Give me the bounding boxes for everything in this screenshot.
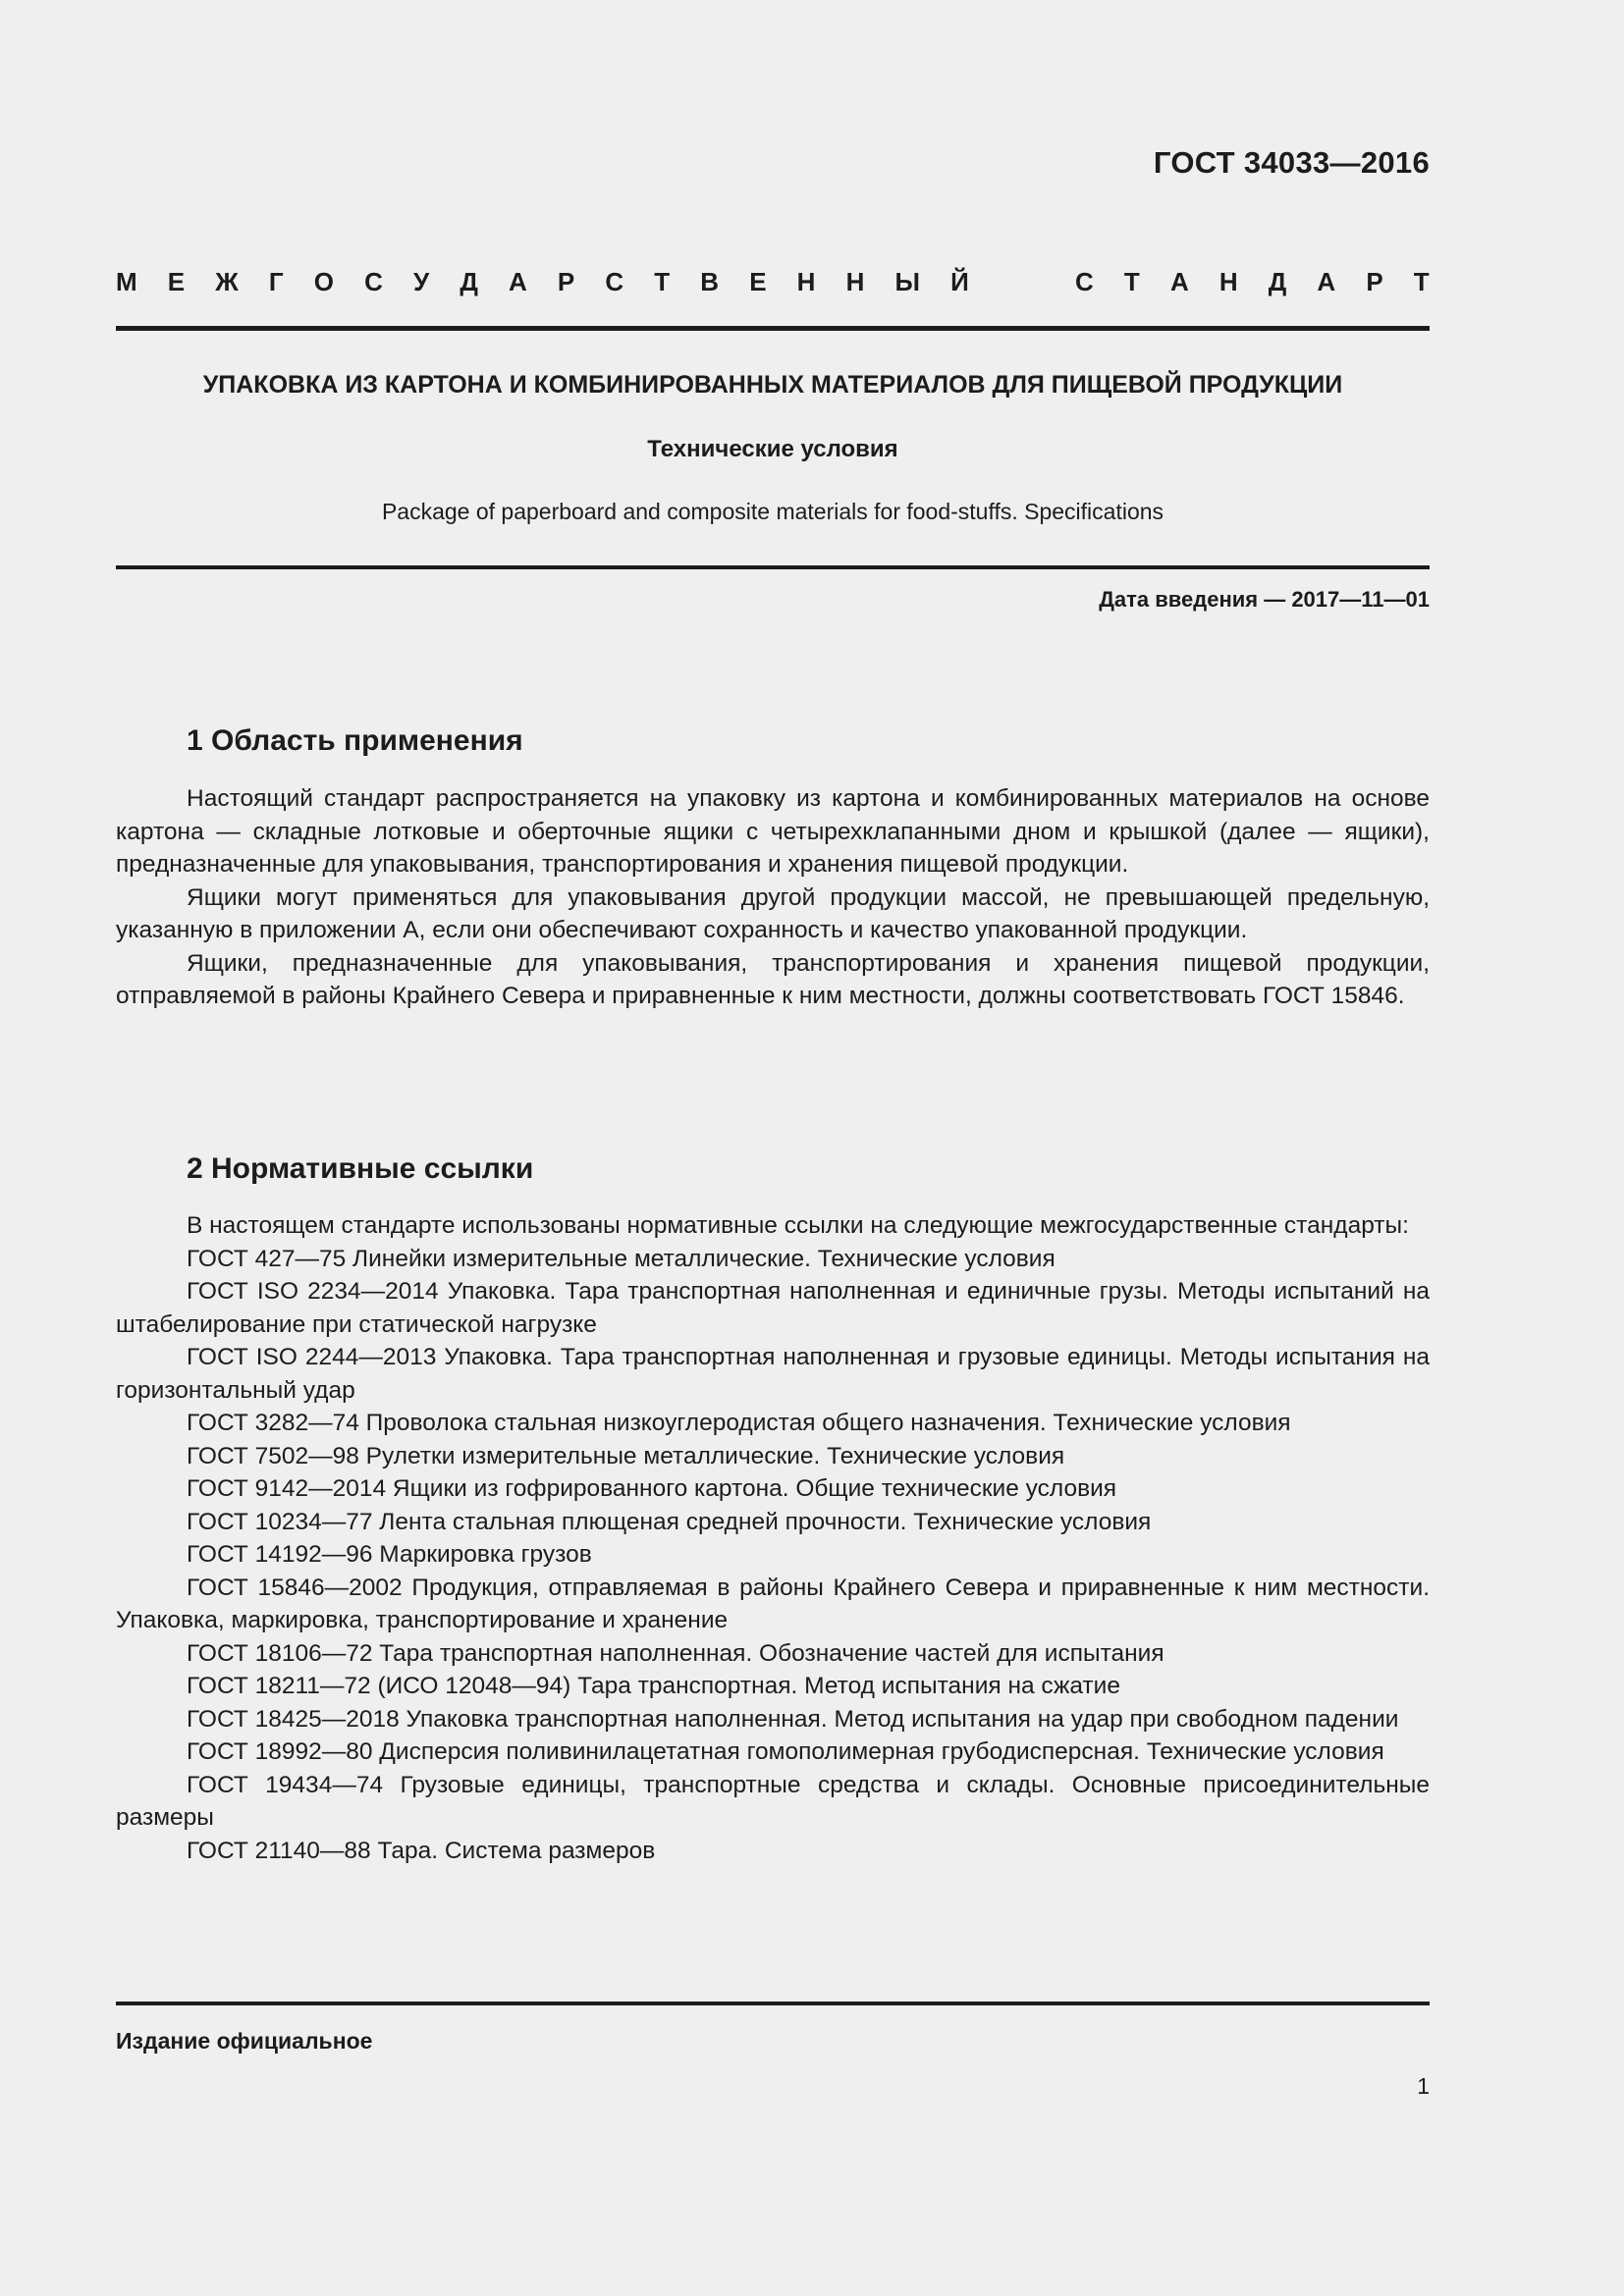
banner-letter: Н xyxy=(796,267,816,296)
reference-code: ГОСТ 18425—2018 xyxy=(187,1705,400,1733)
banner-letter: Д xyxy=(460,267,478,296)
reference-code: ГОСТ 18106—72 xyxy=(187,1639,373,1667)
reference-code: ГОСТ 3282—74 xyxy=(187,1410,359,1436)
banner-letter: Е xyxy=(167,267,186,296)
document-subtitle: Технические условия xyxy=(647,436,898,462)
reference-code: ГОСТ 19434—74 xyxy=(187,1771,384,1798)
banner-letter: О xyxy=(313,267,334,296)
reference-item xyxy=(116,1538,1430,1572)
banner-letter: Т xyxy=(654,267,671,296)
reference-title: (ИСО 12048—94) Тара транспортная. Метод испытания на сжатие xyxy=(377,1673,1120,1699)
reference-item xyxy=(116,1835,1430,1868)
banner-letter: Е xyxy=(749,267,767,296)
banner-letter: Р xyxy=(557,267,575,296)
reference-title: Упаковка. Тара транспортная наполненная и единичные грузы. Методы испытаний на штабелирование при статической нагрузке xyxy=(116,1278,1430,1338)
reference-item xyxy=(116,1407,1430,1440)
banner-letter: А xyxy=(509,267,527,296)
reference-code: ГОСТ 10234—77 xyxy=(187,1508,373,1535)
reference-title: Дисперсия поливинилацетатная гомополимерная грубодисперсная. Технические условия xyxy=(379,1738,1384,1765)
banner-letter: Н xyxy=(845,267,865,296)
reference-item xyxy=(116,1275,1430,1341)
reference-title: Проволока стальная низкоуглеродистая общего назначения. Технические условия xyxy=(365,1410,1291,1436)
reference-code: ГОСТ 7502—98 xyxy=(187,1442,359,1469)
reference-item xyxy=(116,1637,1430,1671)
reference-code: ГОСТ 21140—88 xyxy=(187,1837,371,1864)
header-rule xyxy=(116,326,1430,331)
banner-letter: С xyxy=(1075,267,1094,296)
reference-title: Тара транспортная наполненная. Обозначение частей для испытания xyxy=(379,1639,1164,1667)
reference-code: ГОСТ 427—75 xyxy=(187,1245,347,1272)
reference-item xyxy=(116,1769,1430,1835)
banner-letter: М xyxy=(116,267,137,296)
footer-rule xyxy=(116,2002,1430,2005)
section-2-heading: 2 Нормативные ссылки xyxy=(187,1152,534,1185)
banner-letter: С xyxy=(605,267,624,296)
banner-letter: С xyxy=(364,267,383,296)
reference-item xyxy=(116,1341,1430,1407)
section-2-body xyxy=(116,1209,1430,1867)
reference-title: Линейки измерительные металлические. Технические условия xyxy=(352,1245,1056,1272)
section-1-body xyxy=(116,782,1430,1013)
paragraph: Ящики, предназначенные для упаковывания, транспортирования и хранения пищевой продукции, отправляемой в районы Крайнего Севера и приравненные к ним местности, должны соответствовать ГОСТ 15846. xyxy=(116,949,1430,1009)
paragraph: Ящики могут применяться для упаковывания другой продукции массой, не превышающей предельную, указанную в приложении А, если они обеспечивают сохранность и качество упакованной продукции. xyxy=(116,883,1430,943)
banner-letter: Д xyxy=(1268,267,1287,296)
reference-list xyxy=(116,1243,1430,1868)
banner-letter: Ы xyxy=(894,267,920,296)
banner-letter: Р xyxy=(1366,267,1383,296)
reference-title: Лента стальная плющеная средней прочности. Технические условия xyxy=(379,1508,1152,1535)
reference-title: Рулетки измерительные металлические. Технические условия xyxy=(365,1442,1065,1469)
reference-title: Упаковка транспортная наполненная. Метод испытания на удар при свободном падении xyxy=(406,1705,1399,1733)
reference-title: Ящики из гофрированного картона. Общие технические условия xyxy=(392,1475,1117,1502)
reference-title: Продукция, отправляемая в районы Крайнего Севера и приравненные к ним местности. Упаковка, маркировка, транспортирование и хранение xyxy=(116,1574,1431,1633)
document-title: УПАКОВКА ИЗ КАРТОНА И КОМБИНИРОВАННЫХ МАТЕРИАЛОВ ДЛЯ ПИЩЕВОЙ ПРОДУКЦИИ xyxy=(202,371,1343,399)
banner-letter: А xyxy=(1169,267,1189,296)
reference-item xyxy=(116,1440,1430,1473)
reference-item xyxy=(116,1572,1430,1637)
banner-letter: В xyxy=(700,267,720,296)
reference-title: Маркировка грузов xyxy=(379,1541,592,1568)
reference-code: ГОСТ 18211—72 xyxy=(187,1673,371,1699)
banner-letter: А xyxy=(1317,267,1336,296)
reference-item xyxy=(116,1703,1430,1736)
banner-letter: Й xyxy=(950,267,969,296)
banner-letter: Н xyxy=(1218,267,1238,296)
interstate-standard-banner xyxy=(116,267,1430,297)
reference-item xyxy=(116,1735,1430,1769)
edition-label: Издание официальное xyxy=(116,2028,373,2054)
reference-code: ГОСТ ISO 2244—2013 xyxy=(187,1344,437,1370)
document-code: ГОСТ 34033—2016 xyxy=(1153,145,1430,180)
reference-title: Грузовые единицы, транспортные средства и склады. Основные присоединительные размеры xyxy=(116,1771,1431,1831)
reference-code: ГОСТ 9142—2014 xyxy=(187,1475,387,1502)
reference-item xyxy=(116,1243,1430,1276)
reference-code: ГОСТ ISO 2234—2014 xyxy=(187,1278,439,1305)
word-gap xyxy=(1000,267,1045,297)
reference-item xyxy=(116,1670,1430,1703)
reference-item xyxy=(116,1506,1430,1539)
banner-letter: Ж xyxy=(215,267,239,296)
title-rule xyxy=(116,565,1430,569)
banner-letter: У xyxy=(413,267,430,296)
introduction-date: Дата введения — 2017—11—01 xyxy=(1099,587,1430,612)
banner-letter: Г xyxy=(268,267,284,296)
reference-code: ГОСТ 14192—96 xyxy=(187,1541,373,1568)
document-page xyxy=(116,0,1430,2296)
banner-letter: Т xyxy=(1413,267,1430,296)
banner-letter: Т xyxy=(1123,267,1140,296)
reference-title: Упаковка. Тара транспортная наполненная и грузовые единицы. Методы испытания на горизонтальный удар xyxy=(116,1344,1430,1404)
page-number: 1 xyxy=(1417,2073,1430,2099)
reference-code: ГОСТ 15846—2002 xyxy=(187,1574,403,1601)
document-title-english: Package of paperboard and composite materials for food-stuffs. Specifications xyxy=(381,499,1164,524)
reference-code: ГОСТ 18992—80 xyxy=(187,1738,373,1765)
paragraph: Настоящий стандарт распространяется на упаковку из картона и комбинированных материалов на основе картона — складные лотковые и оберточные ящики с четырехклапанными дном и крышкой (далее — ящики), предназначенные для упаковывания, транспортирования и хранения пищевой продукции. xyxy=(116,785,1430,878)
reference-item xyxy=(116,1472,1430,1506)
references-intro: В настоящем стандарте использованы нормативные ссылки на следующие межгосударственные стандарты: xyxy=(187,1212,1409,1239)
section-1-heading: 1 Область применения xyxy=(187,724,523,757)
reference-title: Тара. Система размеров xyxy=(377,1837,656,1864)
